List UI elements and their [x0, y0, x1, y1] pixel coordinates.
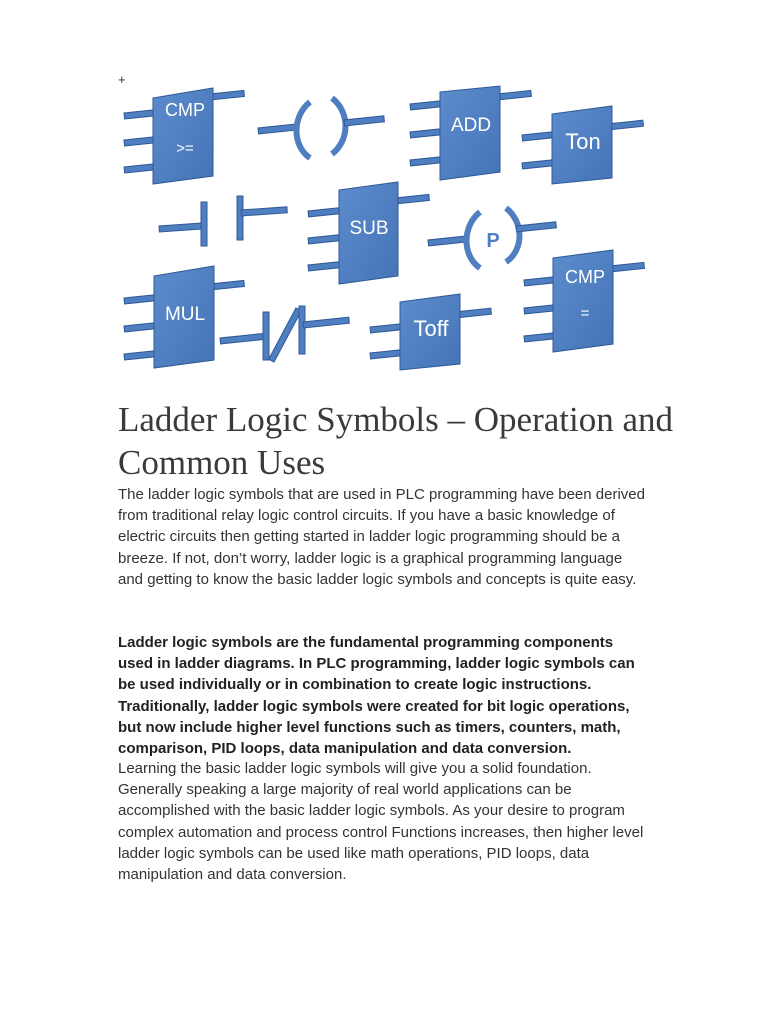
p-label: P: [486, 230, 500, 252]
sub-label: SUB: [349, 218, 389, 239]
mul-block: [124, 266, 244, 368]
normally-closed-contact: [220, 306, 349, 362]
normally-open-contact: [159, 196, 287, 246]
sub-block: [308, 182, 429, 284]
plus-mark: +: [118, 72, 126, 87]
ladder-symbols-figure: [110, 80, 655, 380]
cmp-equal-block: [524, 250, 644, 352]
cmp-label: CMP: [165, 100, 205, 120]
cmp-operator: >=: [176, 140, 194, 157]
intro-paragraph: The ladder logic symbols that are used in PLC programming have been derived from traditional relay logic control circuits. If you have a basic knowledge of electric circuits then getting started in ladder logic programming should be a breeze. If not, don’t worry, ladder logic is a graphical programming language and getting to know the basic ladder logic symbols and concepts is quite easy.: [118, 486, 645, 588]
article-title: Ladder Logic Symbols – Operation and Common Uses: [118, 400, 674, 482]
timer-on-block: [522, 106, 643, 184]
positive-transition-coil: [428, 208, 556, 268]
bold-paragraph: Ladder logic symbols are the fundamental programming components used in ladder diagrams. In PLC programming, ladder logic symbols can be used individually or in combination to create logic instructions. Traditionally, ladder logic symbols were created for bit logic operations, but now include higher level functions such as timers, counters, math, comparison, PID loops, data manipulation and data conversion.: [118, 634, 635, 758]
toff-label: Toff: [413, 316, 449, 341]
add-label: ADD: [450, 115, 492, 136]
ton-label: Ton: [565, 129, 601, 154]
timer-off-block: [370, 294, 491, 370]
cmp-operator: =: [580, 305, 590, 322]
closing-paragraph: Learning the basic ladder logic symbols will give you a solid foundation. Generally speaking a large majority of real world applications can be accomplished with the basic ladder logic symbols. As your desire to program complex automation and process control Functions increases, then higher level ladder logic symbols can be used like math operations, PID loops, data manipulation and data conversion.: [118, 760, 644, 884]
coil-symbol: [258, 98, 384, 158]
mul-label: MUL: [164, 304, 206, 325]
cmp-greater-equal-block: [124, 88, 244, 184]
cmp-label: CMP: [565, 267, 605, 287]
add-block: [410, 86, 531, 180]
